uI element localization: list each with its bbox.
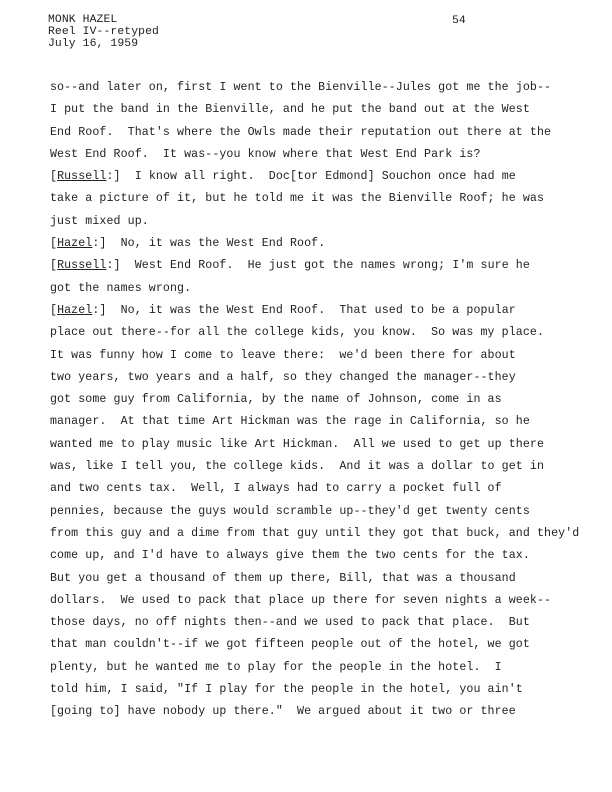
transcript-line [50,255,605,277]
transcript-line [50,211,605,233]
speaker-label: Hazel [57,303,93,317]
transcript-line [50,434,605,456]
line-text: so--and later on, first I went to the Bienville--Jules got me the job-- [50,81,552,94]
transcript-line [50,233,605,255]
interviewee-name: MONK HAZEL [48,14,118,26]
transcript-line [50,345,605,367]
transcript-line [50,701,605,723]
transcript-line [50,122,605,144]
transcript-line [50,77,605,99]
transcript-line [50,501,605,523]
line-text: wanted me to play music like Art Hickman. All we used to get up there [50,437,545,451]
transcript-line [50,188,605,210]
line-text: come up, and I'd have to always give them the two cents for the tax. [50,549,530,563]
reel-label: Reel IV--retyped [48,26,159,38]
line-text: and two cents tax. Well, I always had to carry a pocket full of [50,482,502,496]
transcript-line [50,456,605,478]
speaker-bracket-close: :] [92,237,107,251]
line-text: those days, no off nights then--and we used to pack that place. But [50,616,530,630]
transcript-line [50,478,605,500]
line-text: West End Roof. He just got the names wrong; I'm sure he [120,259,530,273]
speaker-bracket-open: [ [50,237,58,251]
line-text: just mixed up. [50,214,149,228]
line-text: No, it was the West End Roof. That used to be a popular [106,303,516,317]
transcript-line [50,322,605,344]
line-text: take a picture of it, but he told me it was the Bienville Roof; he was [50,192,545,206]
transcript-line [50,590,605,612]
line-text: two years, two years and a half, so they changed the manager--they [50,370,516,384]
transcript-line [50,367,605,389]
speaker-bracket-open: [ [50,170,58,184]
line-text: dollars. We used to pack that place up there for seven nights a week-- [50,593,552,607]
line-text: End Roof. That's where the Owls made their reputation out there at the [50,125,552,139]
speaker-label: Russell [57,170,107,184]
transcript-line [50,300,605,322]
transcript-line [50,568,605,590]
line-text: pennies, because the guys would scramble up--they'd get twenty cents [50,504,530,518]
speaker-bracket-open: [ [50,259,58,273]
transcript-line [50,278,605,300]
transcript-line [50,389,605,411]
line-text: told him, I said, "If I play for the people in the hotel, you ain't [50,683,523,697]
line-text: got the names wrong. [50,281,192,295]
transcript-line [50,523,605,545]
transcript-line [50,545,605,567]
speaker-bracket-open: [ [50,303,58,317]
transcript-body [50,77,605,724]
transcript-line [50,411,605,433]
line-text: place out there--for all the college kids, you know. So was my place. [50,326,545,340]
line-text: was, like I tell you, the college kids. And it was a dollar to get in [50,460,545,474]
speaker-label: Hazel [57,237,93,251]
line-text: It was funny how I come to leave there: we'd been there for about [50,348,516,362]
interview-date: July 16, 1959 [48,38,139,50]
speaker-label: Russell [57,259,107,273]
line-text: plenty, but he wanted me to play for the people in the hotel. I [50,660,502,674]
line-text: from this guy and a dime from that guy until they got that buck, and they'd [50,526,580,540]
line-text: that man couldn't--if we got fifteen people out of the hotel, we got [50,638,530,652]
line-text: But you get a thousand of them up there, Bill, that was a thousand [50,571,516,585]
speaker-bracket-close: :] [92,303,107,317]
line-text: manager. At that time Art Hickman was the rage in California, so he [50,415,530,429]
transcript-line [50,657,605,679]
transcript-line [50,612,605,634]
speaker-bracket-close: :] [106,170,121,184]
line-text: I know all right. Doc[tor Edmond] Souchon once had me [120,170,516,184]
page-header [48,14,159,50]
line-text: [going to] have nobody up there." We argued about it two or three [50,705,516,719]
transcript-line [50,166,605,188]
speaker-bracket-close: :] [106,259,121,273]
transcript-line [50,634,605,656]
line-text: I put the band in the Bienville, and he put the band out at the West [50,103,530,117]
transcript-line [50,99,605,121]
transcript-line [50,679,605,701]
line-text: West End Roof. It was--you know where that West End Park is? [50,147,481,161]
line-text: No, it was the West End Roof. [106,237,326,251]
line-text: got some guy from California, by the name of Johnson, come in as [50,393,502,407]
page-number: 54 [452,15,466,27]
transcript-line [50,144,605,166]
